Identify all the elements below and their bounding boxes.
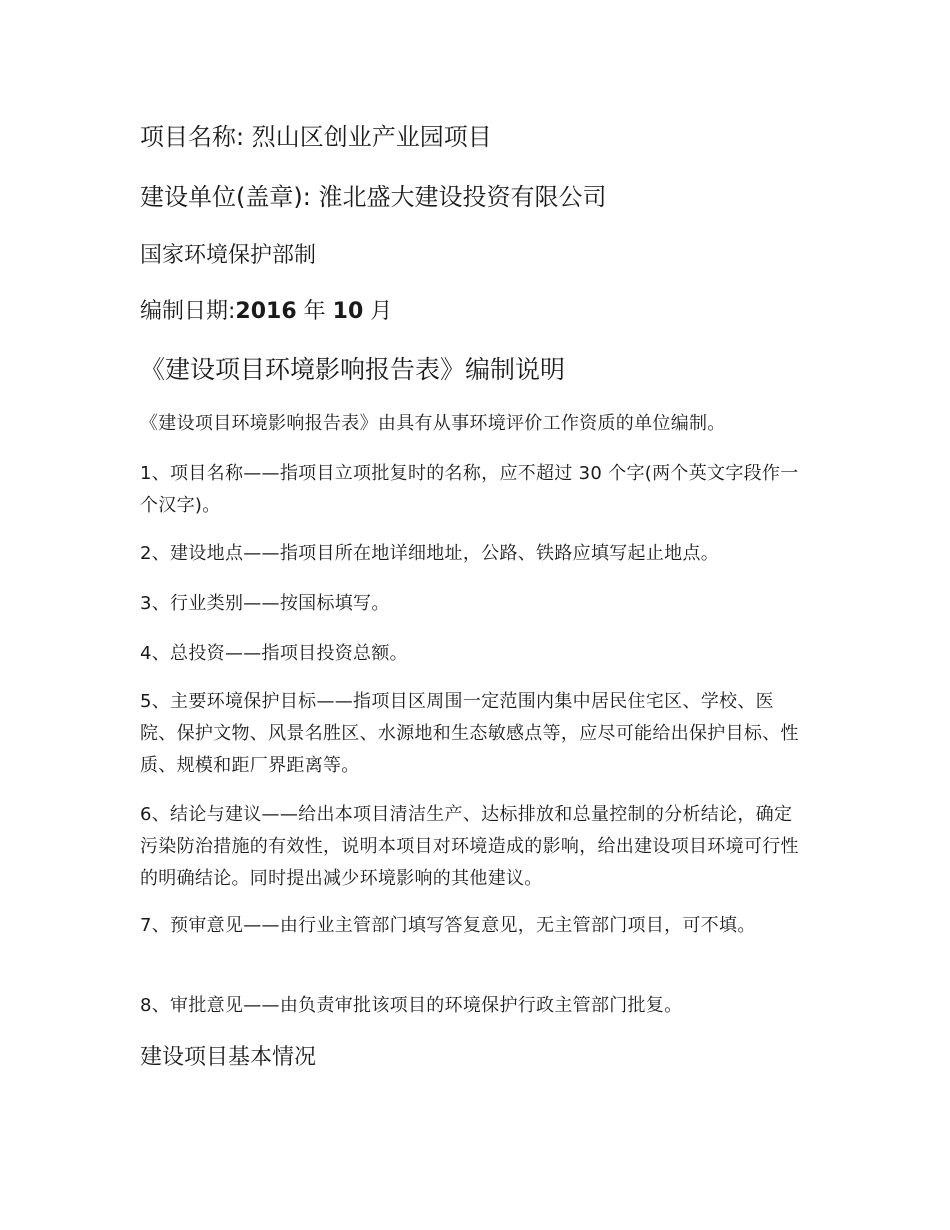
note-item-7: 7、预审意见——由行业主管部门填写答复意见，无主管部门项目，可不填。 xyxy=(140,915,756,936)
note-item-4: 4、总投资——指项目投资总额。 xyxy=(140,643,408,664)
note-item-3: 3、行业类别——按国标填写。 xyxy=(140,593,390,614)
issuer: 国家环境保护部制 xyxy=(140,243,317,268)
note-item-2: 2、建设地点——指项目所在地详细地址，公路、铁路应填写起止地点。 xyxy=(140,543,720,564)
date-month-unit: 月 xyxy=(363,299,393,324)
note-item-5: 5、主要环境保护目标——指项目区周围一定范围内集中居民住宅区、学校、医院、保护文物、风景名胜区、水源地和生态敏感点等，应尽可能给出保护目标、性质、规模和距厂界距离等。 xyxy=(140,691,799,776)
date-month: 10 xyxy=(332,299,364,324)
note-item-1: 1、项目名称——指项目立项批复时的名称，应不超过 30 个字(两个英文字段作一个汉字)。 xyxy=(140,463,799,516)
builder-unit: 建设单位(盖章): 淮北盛大建设投资有限公司 xyxy=(140,183,607,211)
note-item-6: 6、结论与建议——给出本项目清洁生产、达标排放和总量控制的分析结论，确定污染防治措施的有效性，说明本项目对环境造成的影响，给出建设项目环境可行性的明确结论。同时提出减少环境影响的其他建议。 xyxy=(140,804,799,889)
date-label: 编制日期: xyxy=(140,299,236,324)
date-year-unit: 年 xyxy=(296,299,333,324)
date-year: 2016 xyxy=(235,299,297,324)
compile-date xyxy=(140,298,392,326)
note-item-8: 8、审批意见——由负责审批该项目的环境保护行政主管部门批复。 xyxy=(140,995,683,1016)
project-name: 项目名称: 烈山区创业产业园项目 xyxy=(140,123,492,151)
section-title: 建设项目基本情况 xyxy=(140,1045,317,1070)
notes-intro: 《建设项目环境影响报告表》由具有从事环境评价工作资质的单位编制。 xyxy=(140,413,726,434)
notes-title: 《建设项目环境影响报告表》编制说明 xyxy=(140,355,566,384)
